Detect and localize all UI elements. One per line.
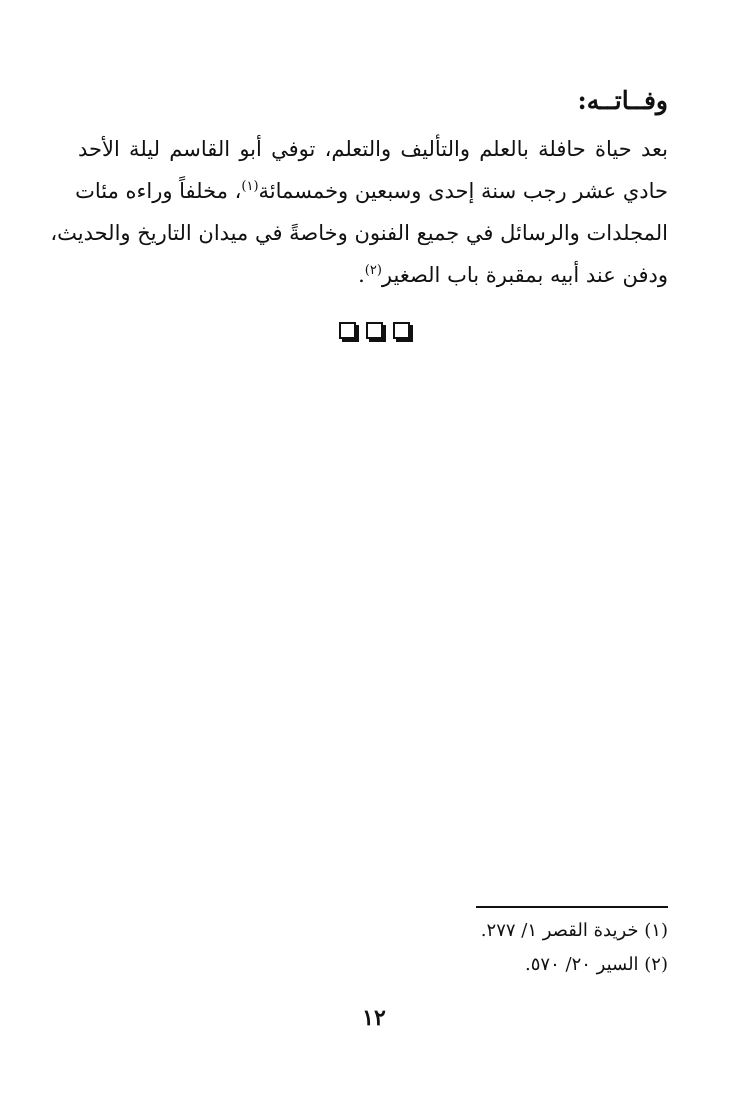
- square-ornament-icon: [339, 322, 356, 339]
- footnote-ref-2[interactable]: (٢): [364, 263, 382, 278]
- square-ornament-icon: [393, 322, 410, 339]
- body-line-2: [75, 170, 668, 212]
- footnote-1: (١) خريدة القصر ١/ ٢٧٧.: [480, 920, 668, 941]
- body-line-1: بعد حياة حافلة بالعلم والتأليف والتعلم، توفي أبو القاسم ليلة الأحد: [78, 137, 668, 161]
- body-line-3: المجلدات والرسائل في جميع الفنون وخاصةً في ميدان التاريخ والحديث،: [50, 221, 668, 245]
- section-divider-ornament: [0, 322, 748, 339]
- body-line-2-tail: ، مخلفاً وراءه مئات: [75, 179, 242, 203]
- page-number: ١٢: [362, 1005, 386, 1031]
- body-paragraph: [50, 128, 668, 296]
- section-heading: وفــاتــه:: [577, 86, 668, 115]
- body-line-4-text: ودفن عند أبيه بمقبرة باب الصغير: [381, 263, 668, 287]
- body-line-4-tail: .: [358, 263, 365, 287]
- footnotes: [368, 914, 668, 982]
- square-ornament-icon: [366, 322, 383, 339]
- footnote-ref-1[interactable]: (١): [241, 179, 259, 194]
- footnote-separator: [476, 906, 668, 908]
- body-line-2-text: حادي عشر رجب سنة إحدى وسبعين وخمسمائة: [258, 179, 668, 203]
- body-line-4: [78, 254, 668, 296]
- footnote-2: (٢) السير ٢٠/ ٥٧٠.: [525, 954, 668, 975]
